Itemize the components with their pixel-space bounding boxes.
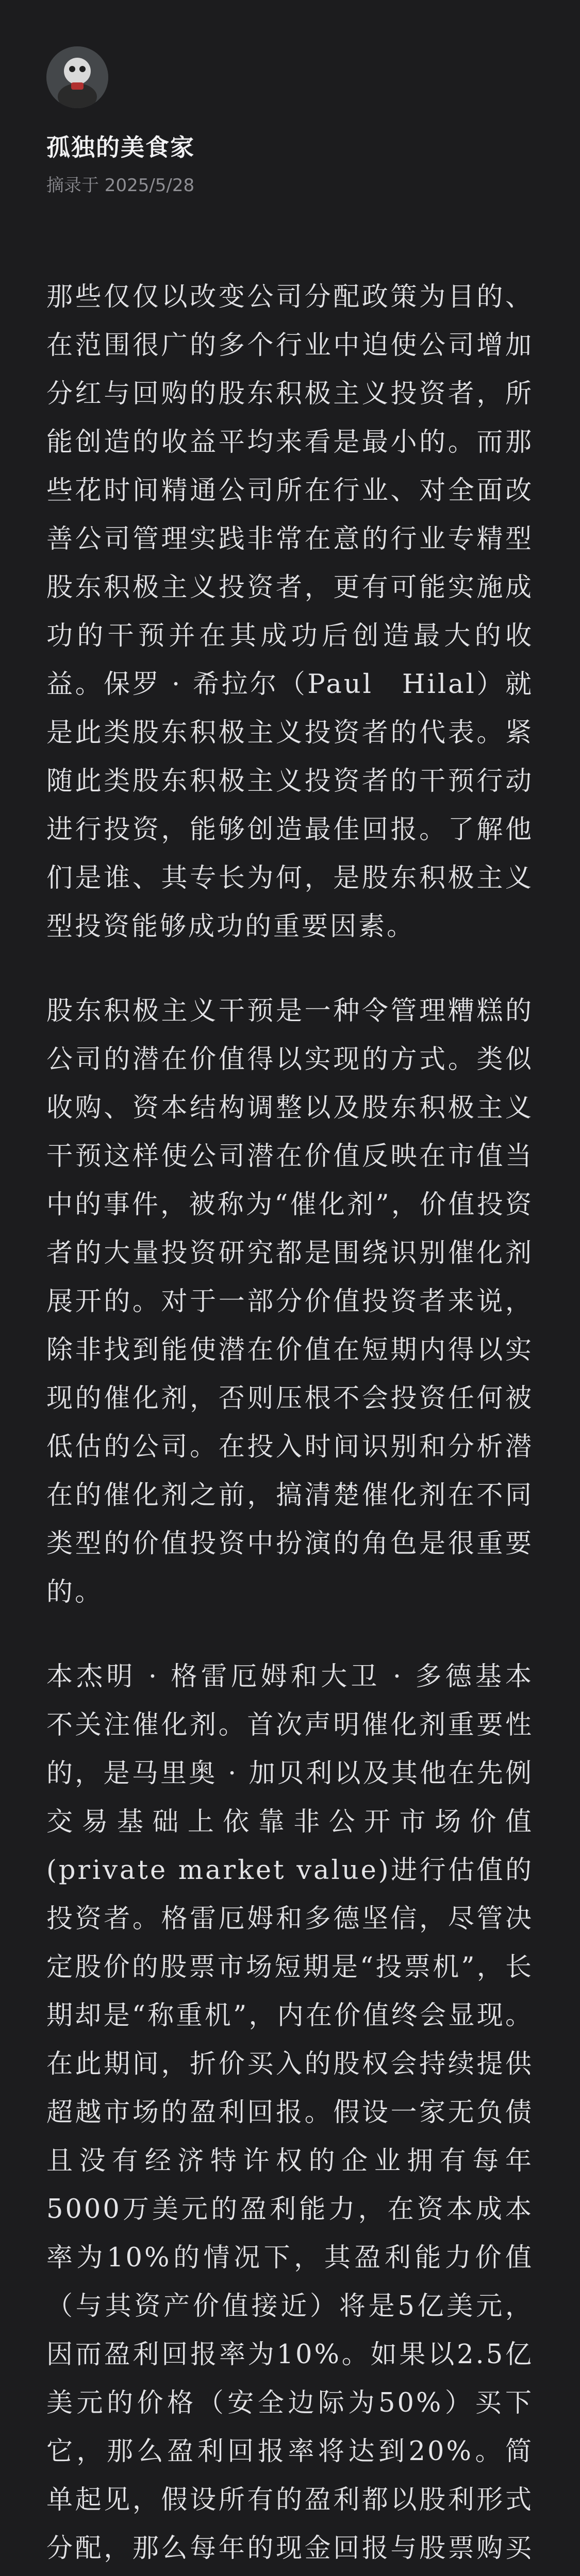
avatar[interactable] <box>46 46 108 108</box>
excerpt-header <box>46 46 534 196</box>
excerpt-paragraph-2: 股东积极主义干预是一种令管理糟糕的公司的潜在价值得以实现的方式。类似收购、资本结构调整以及股东积极主义干预这样使公司潜在价值反映在市值当中的事件，被称为“催化剂”，价值投资者的大量投资研究都是围绕识别催化剂展开的。对于一部分价值投资者来说，除非找到能使潜在价值在短期内得以实现的催化剂，否则压根不会投资任何被低估的公司。在投入时间识别和分析潜在的催化剂之前，搞清楚催化剂在不同类型的价值投资中扮演的角色是很重要的。 <box>46 996 534 1607</box>
excerpt-paragraph-1: 那些仅仅以改变公司分配政策为目的、在范围很广的多个行业中迫使公司增加分红与回购的股东积极主义投资者，所能创造的收益平均来看是最小的。而那些花时间精通公司所在行业、对全面改善公司管理实践非常在意的行业专精型股东积极主义投资者，更有可能实施成功的干预并在其成功后创造最大的收益。保罗 · 希拉尔（Paul Hilal）就是此类股东积极主义投资者的代表。紧随此类股东积极主义投资者的干预行动进行投资，能够创造最佳回报。了解他们是谁、其专长为何，是股东积极主义型投资能够成功的重要因素。 <box>46 282 534 942</box>
excerpt-date: 摘录于 2025/5/28 <box>46 175 195 196</box>
avatar-image <box>46 46 108 108</box>
excerpt-content <box>46 273 534 2576</box>
excerpt-paragraph-3: 本杰明 · 格雷厄姆和大卫 · 多德基本不关注催化剂。首次声明催化剂重要性的，是马里奥 · 加贝利以及其他在先例交易基础上依靠非公开市场价值(private market value)进行估值的投资者。格雷厄姆和多德坚信，尽管决定股价的股票市场短期是“投票机”，长期却是“称重机”，内在价值终会显现。在此期间，折价买入的股权会持续提供超越市场的盈利回报。假设一家无负债且没有经济特许权的企业拥有每年5000万美元的盈利能力，在资本成本率为10%的情况下，其盈利能力价值（与其资产价值接近）将是5亿美元，因而盈利回报率为10%。如果以2.5亿美元的价格（安全边际为50%）买下它，那么盈利回报率将达到20%。简单起见，假设所有的盈利都以股利形式分配，那么每年的现金回报与股票购买 <box>46 1662 534 2564</box>
author-name: 孤独的美食家 <box>46 133 195 161</box>
